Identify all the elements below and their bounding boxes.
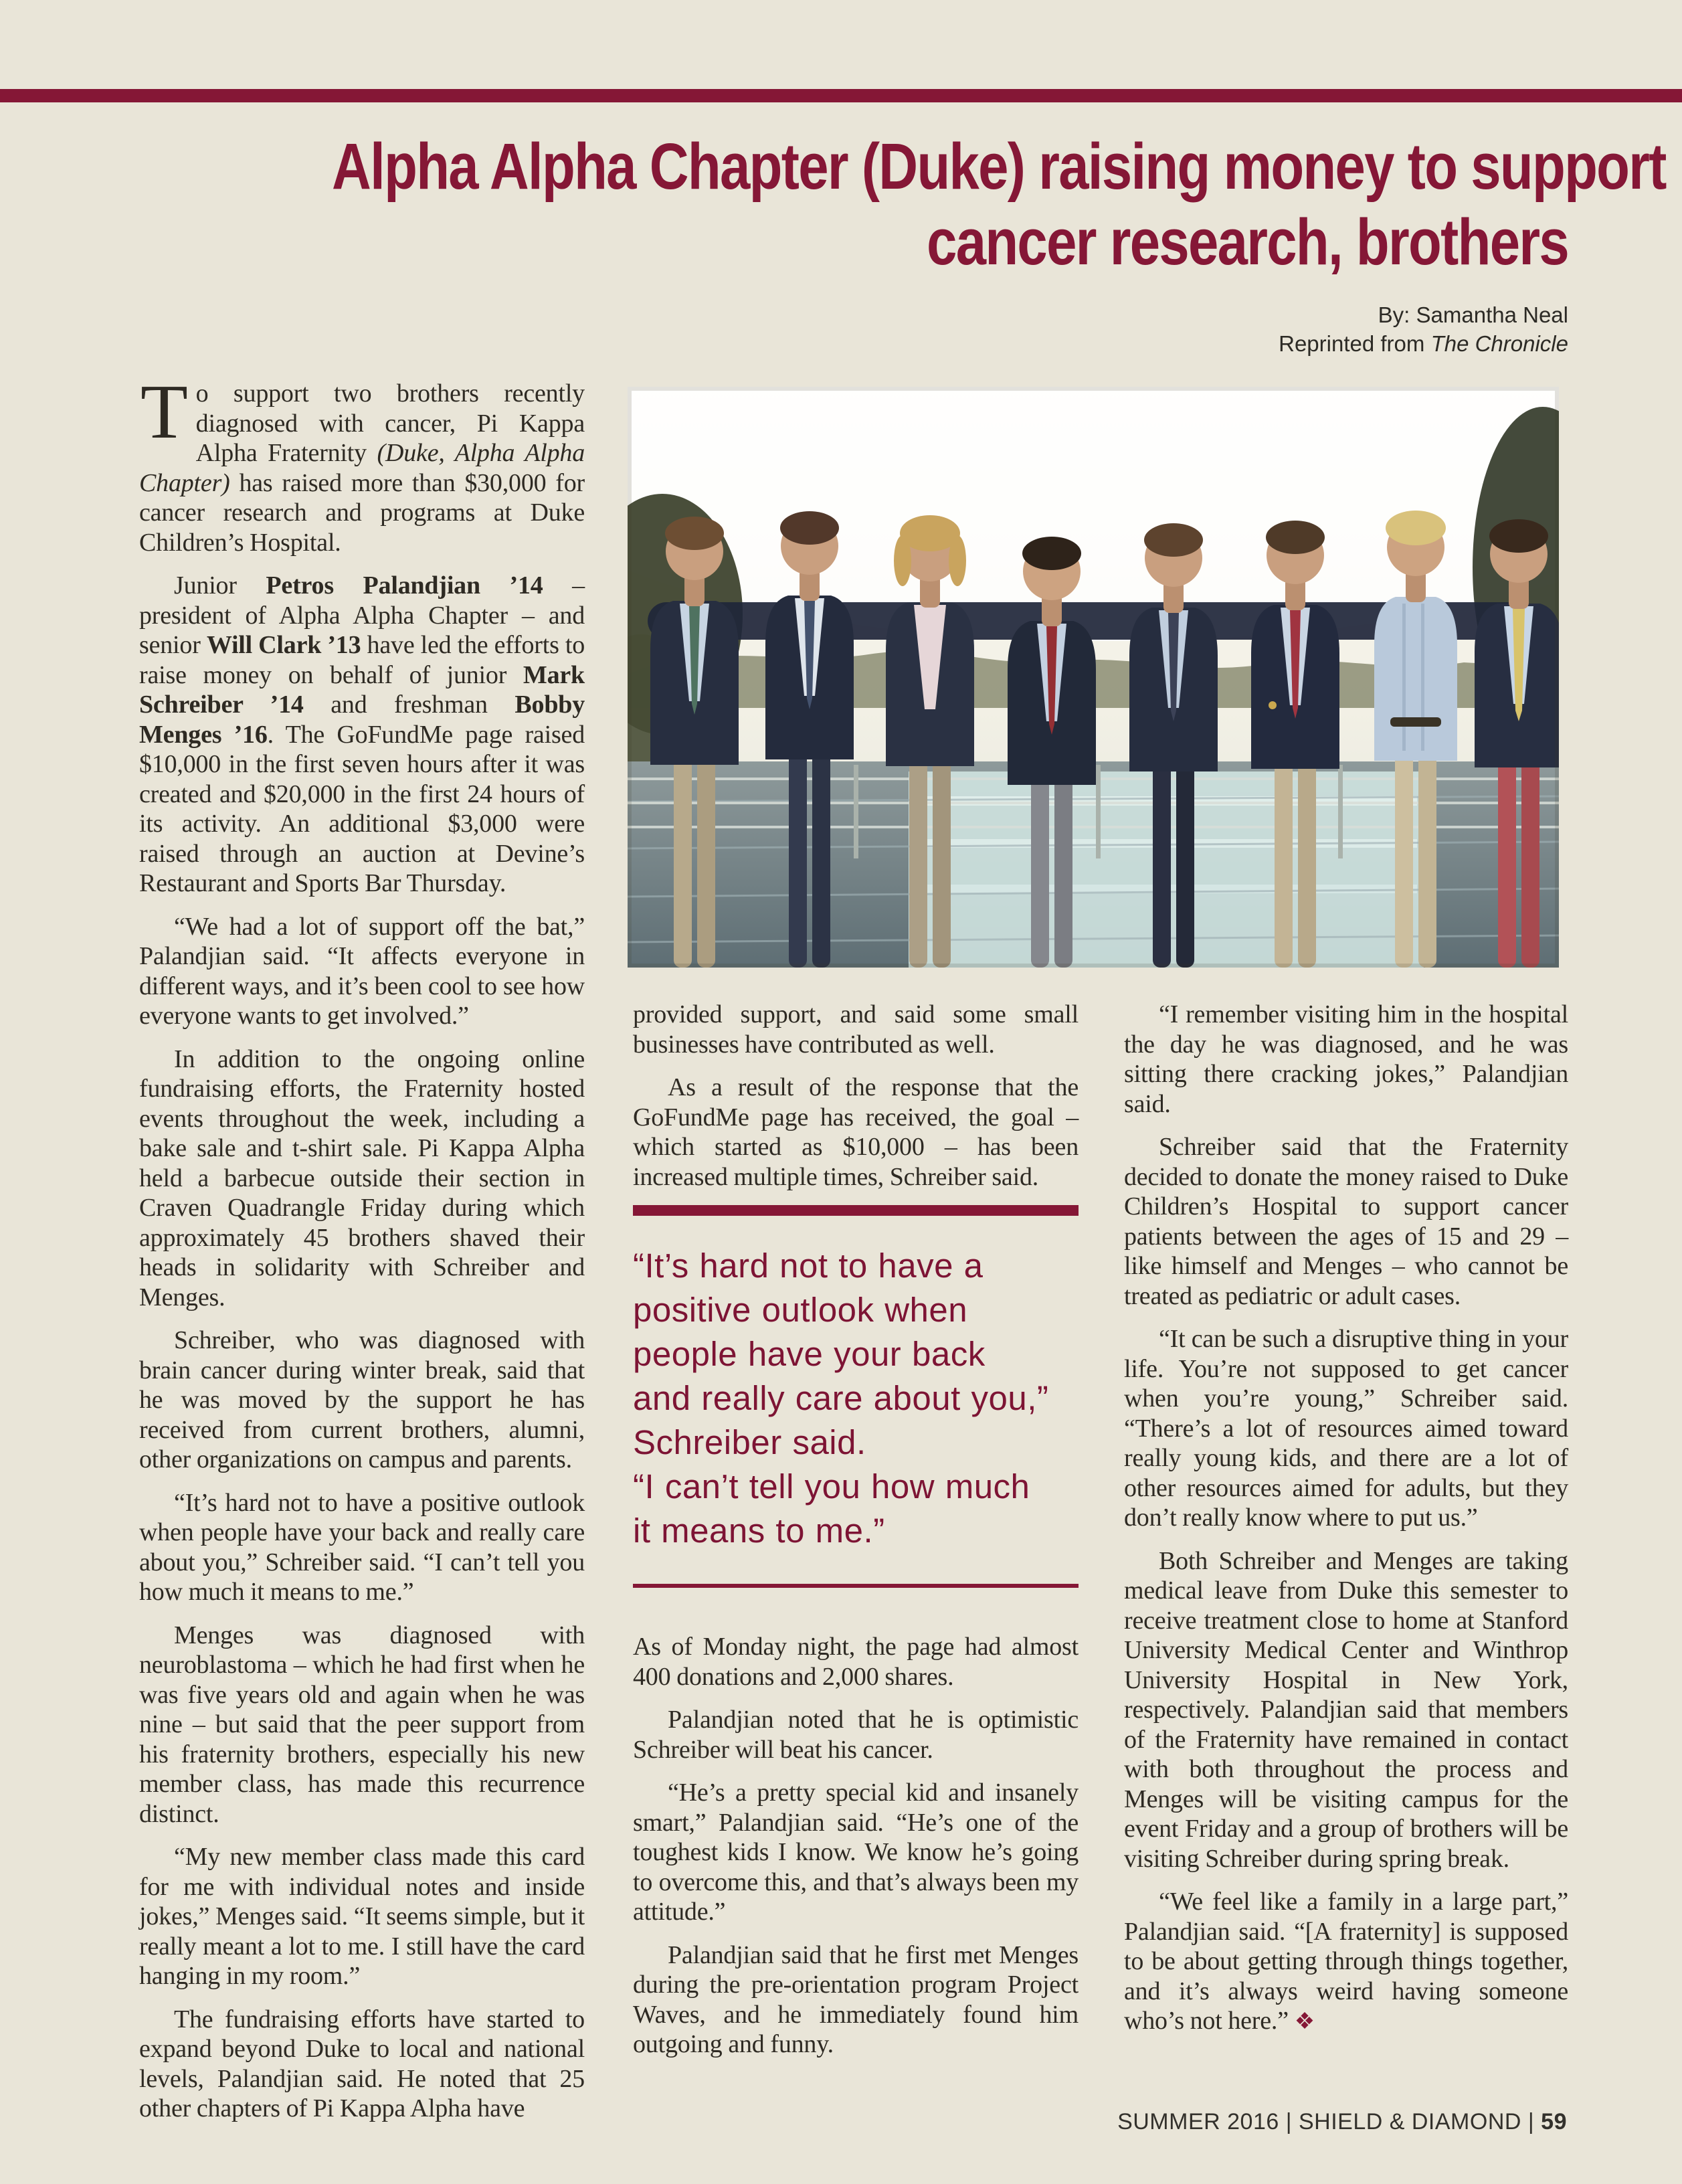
article-title [96,128,1666,280]
column-2-top-paragraphs [633,1000,1079,1192]
article-column-2 [633,1000,1079,2073]
paragraph [139,1842,585,1991]
text-segment: “My new member class made this card for me with individual notes and inside jokes,” Menges said. “It seems simple, but it really meant a lot to me. I still have the card hanging in my room.” [139,1843,585,1990]
text-segment: Reprinted from [1279,331,1431,356]
page-footer [1117,2109,1567,2135]
paragraph [139,1488,585,1607]
text-segment: The fundraising efforts have started to expand beyond Duke to local and national levels, Palandjian said. He noted that 25 other chapters of Pi Kappa Alpha have [139,2005,585,2122]
group-photo-illustration [628,387,1559,968]
paragraph [633,1073,1079,1192]
text-segment: and really care about you,” [633,1379,1049,1417]
text-segment: “It’s hard not to have a [633,1247,984,1285]
paragraph [633,1332,1079,1376]
text-segment: positive outlook when [633,1291,968,1329]
page-number: 59 [1541,2109,1567,2134]
railing-post [1096,765,1101,858]
reprint-source: The Chronicle [1430,331,1568,356]
paragraph [633,1632,1079,1692]
text-segment: “I can’t tell you how much [633,1467,1030,1506]
text-segment: provided support, and said some small businesses have contributed as well. [633,1000,1079,1059]
end-mark-icon: ❖ [1294,2009,1315,2034]
pull-quote-rule-top [633,1205,1079,1216]
paragraph [139,2005,585,2124]
text-segment: o support two brothers recently diagnosed with cancer, Pi Kappa Alpha Fraternity [195,379,585,467]
text-segment: “He’s a pretty special kid and insanely smart,” Palandjian said. “He’s one of the toughest kids I know. We know he’s going to overcome this, and that’s always been my attitude.” [633,1779,1079,1926]
paragraph [139,912,585,1031]
column-1-paragraphs [139,571,585,2124]
group-photo [628,387,1559,968]
paragraph [139,1326,585,1475]
text-segment: “We feel like a family in a large part,” Palandjian said. “[A fraternity] is supposed to be about getting through things together, and it’s always weird having someone who’s not here.” [1124,1888,1568,2035]
text-segment: Junior [174,571,266,600]
article-column-3 [1124,1000,1568,2050]
paragraph [633,1000,1079,1059]
paragraph [1124,1000,1568,1119]
text-segment: In addition to the ongoing online fundraising efforts, the Fraternity hosted events throughout the week, including a bake sale and t-shirt sale. Pi Kappa Alpha held a barbecue outside their section in Craven Quadrangle Friday during which approximately 45 brothers shaved their heads in solidarity with Schreiber and Menges. [139,1044,585,1311]
text-segment: Palandjian noted that he is optimistic Schreiber will beat his cancer. [633,1706,1079,1764]
text-segment: As of Monday night, the page had almost 400 donations and 2,000 shares. [633,1633,1079,1691]
paragraph [139,1044,585,1313]
paragraph [633,1778,1079,1927]
text-segment: “I remember visiting him in the hospital the day he was diagnosed, and he was sitting there cracking jokes,” Palandjian said. [1124,1000,1568,1118]
drop-cap: T [141,369,188,455]
column-3-paragraphs [1124,1000,1568,2037]
title-line-1: Alpha Alpha Chapter (Duke) raising money to support [332,130,1666,203]
text-segment: has raised more than $30,000 for cancer research and programs at Duke Children’s Hospital. [139,468,585,557]
paragraph [633,1376,1079,1421]
text-segment: people have your back [633,1335,986,1373]
text-segment: Schreiber said that the Fraternity decided to donate the money raised to Duke Children’s Hospital to support cancer patients between the ages of 15 and 29 – like himself and Menges – who cannot be treated as pediatric or adult cases. [1124,1133,1568,1310]
text-segment: “It can be such a disruptive thing in your life. You’re not supposed to get cancer when you’re young,” Schreiber said. “There’s a lot of resources aimed toward really young kids, and there are a lot of other resources aimed for adults, but they don’t really know where to put us.” [1124,1325,1568,1532]
paragraph [633,1421,1079,1465]
top-accent-bar [0,89,1682,102]
text-segment: it means to me.” [633,1512,885,1550]
text-segment: Schreiber said. [633,1423,866,1461]
footer-text: SUMMER 2016 | SHIELD & DIAMOND | [1117,2109,1541,2134]
text-segment: “We had a lot of support off the bat,” Palandjian said. “It affects everyone in different ways, and it’s been cool to see how everyone wants to get involved.” [139,912,585,1030]
text-segment: Will Clark ’13 [206,631,361,659]
byline: By: Samantha Neal [1378,302,1568,327]
paragraph [1124,1546,1568,1874]
paragraph [633,1288,1079,1332]
paragraph [1124,1887,1568,2037]
railing-post [1338,765,1343,858]
text-segment: have led the efforts to raise money on behalf of junior [139,631,585,689]
text-segment: “It’s hard not to have a positive outlook when people have your back and really care about you,” Schreiber said. “I can’t tell you how much it means to me.” [139,1488,585,1606]
paragraph [139,571,585,899]
railing-post [854,765,858,858]
paragraph [1124,1132,1568,1311]
text-segment: Both Schreiber and Menges are taking medical leave from Duke this semester to receive treatment close to home at Stanford University Medical Center and Winthrop University Hospital in New York, respectively. Palandjian said that members of the Fraternity have remained in contact with both throughout the process and Menges will be visiting campus for the event Friday and a group of brothers will be visiting Schreiber during spring break. [1124,1546,1568,1873]
article-column-1 [139,369,585,2137]
paragraph [633,1705,1079,1764]
text-segment: Palandjian said that he first met Menges during the pre-orientation program Project Waves, and he immediately found him outgoing and funny. [633,1940,1079,2058]
column-2-bottom-paragraphs [633,1632,1079,2060]
text-segment: (Duke, Alpha Alpha Chapter) [139,439,585,497]
paragraph [633,1244,1079,1288]
text-segment: Petros Palandjian ’14 [266,571,543,600]
text-segment: Menges was diagnosed with neuroblastoma – which he had first when he was five years old and again when he was nine – but said that the peer support from his fraternity brothers, especially his new member class, has made this recurrence distinct. [139,1621,585,1828]
text-segment: and freshman [303,691,515,719]
pull-quote-rule-bottom [633,1584,1079,1588]
text-segment: As a result of the response that the GoFundMe page has received, the goal – which started as $10,000 – has been increased multiple times, Schreiber said. [633,1073,1079,1191]
paragraph [633,1509,1079,1553]
text-segment: – president of Alpha Alpha Chapter – and senior [139,571,585,659]
byline-block [1279,300,1568,358]
text-segment: Mark Schreiber ’14 [139,660,585,719]
pull-quote-text [633,1244,1079,1553]
title-line-2: cancer research, brothers [927,205,1568,278]
text-segment: . The GoFundMe page raised $10,000 in the first seven hours after it was created and $20,000 in the first 24 hours of its activity. An additional $3,000 were raised through an auction at Devine’s Restaurant and Sports Bar Thursday. [139,720,585,897]
lead-paragraph [139,369,585,557]
paragraph [1124,1324,1568,1533]
text-segment: Bobby Menges ’16 [139,691,585,749]
paragraph [139,1621,585,1829]
text-segment: Schreiber, who was diagnosed with brain cancer during winter break, said that he was moved by the support he has received from current brothers, alumni, other organizations on campus and parents. [139,1326,585,1473]
pull-quote [633,1205,1079,1588]
paragraph [633,1940,1079,2060]
paragraph [633,1465,1079,1509]
reprint-credit [1279,329,1568,358]
